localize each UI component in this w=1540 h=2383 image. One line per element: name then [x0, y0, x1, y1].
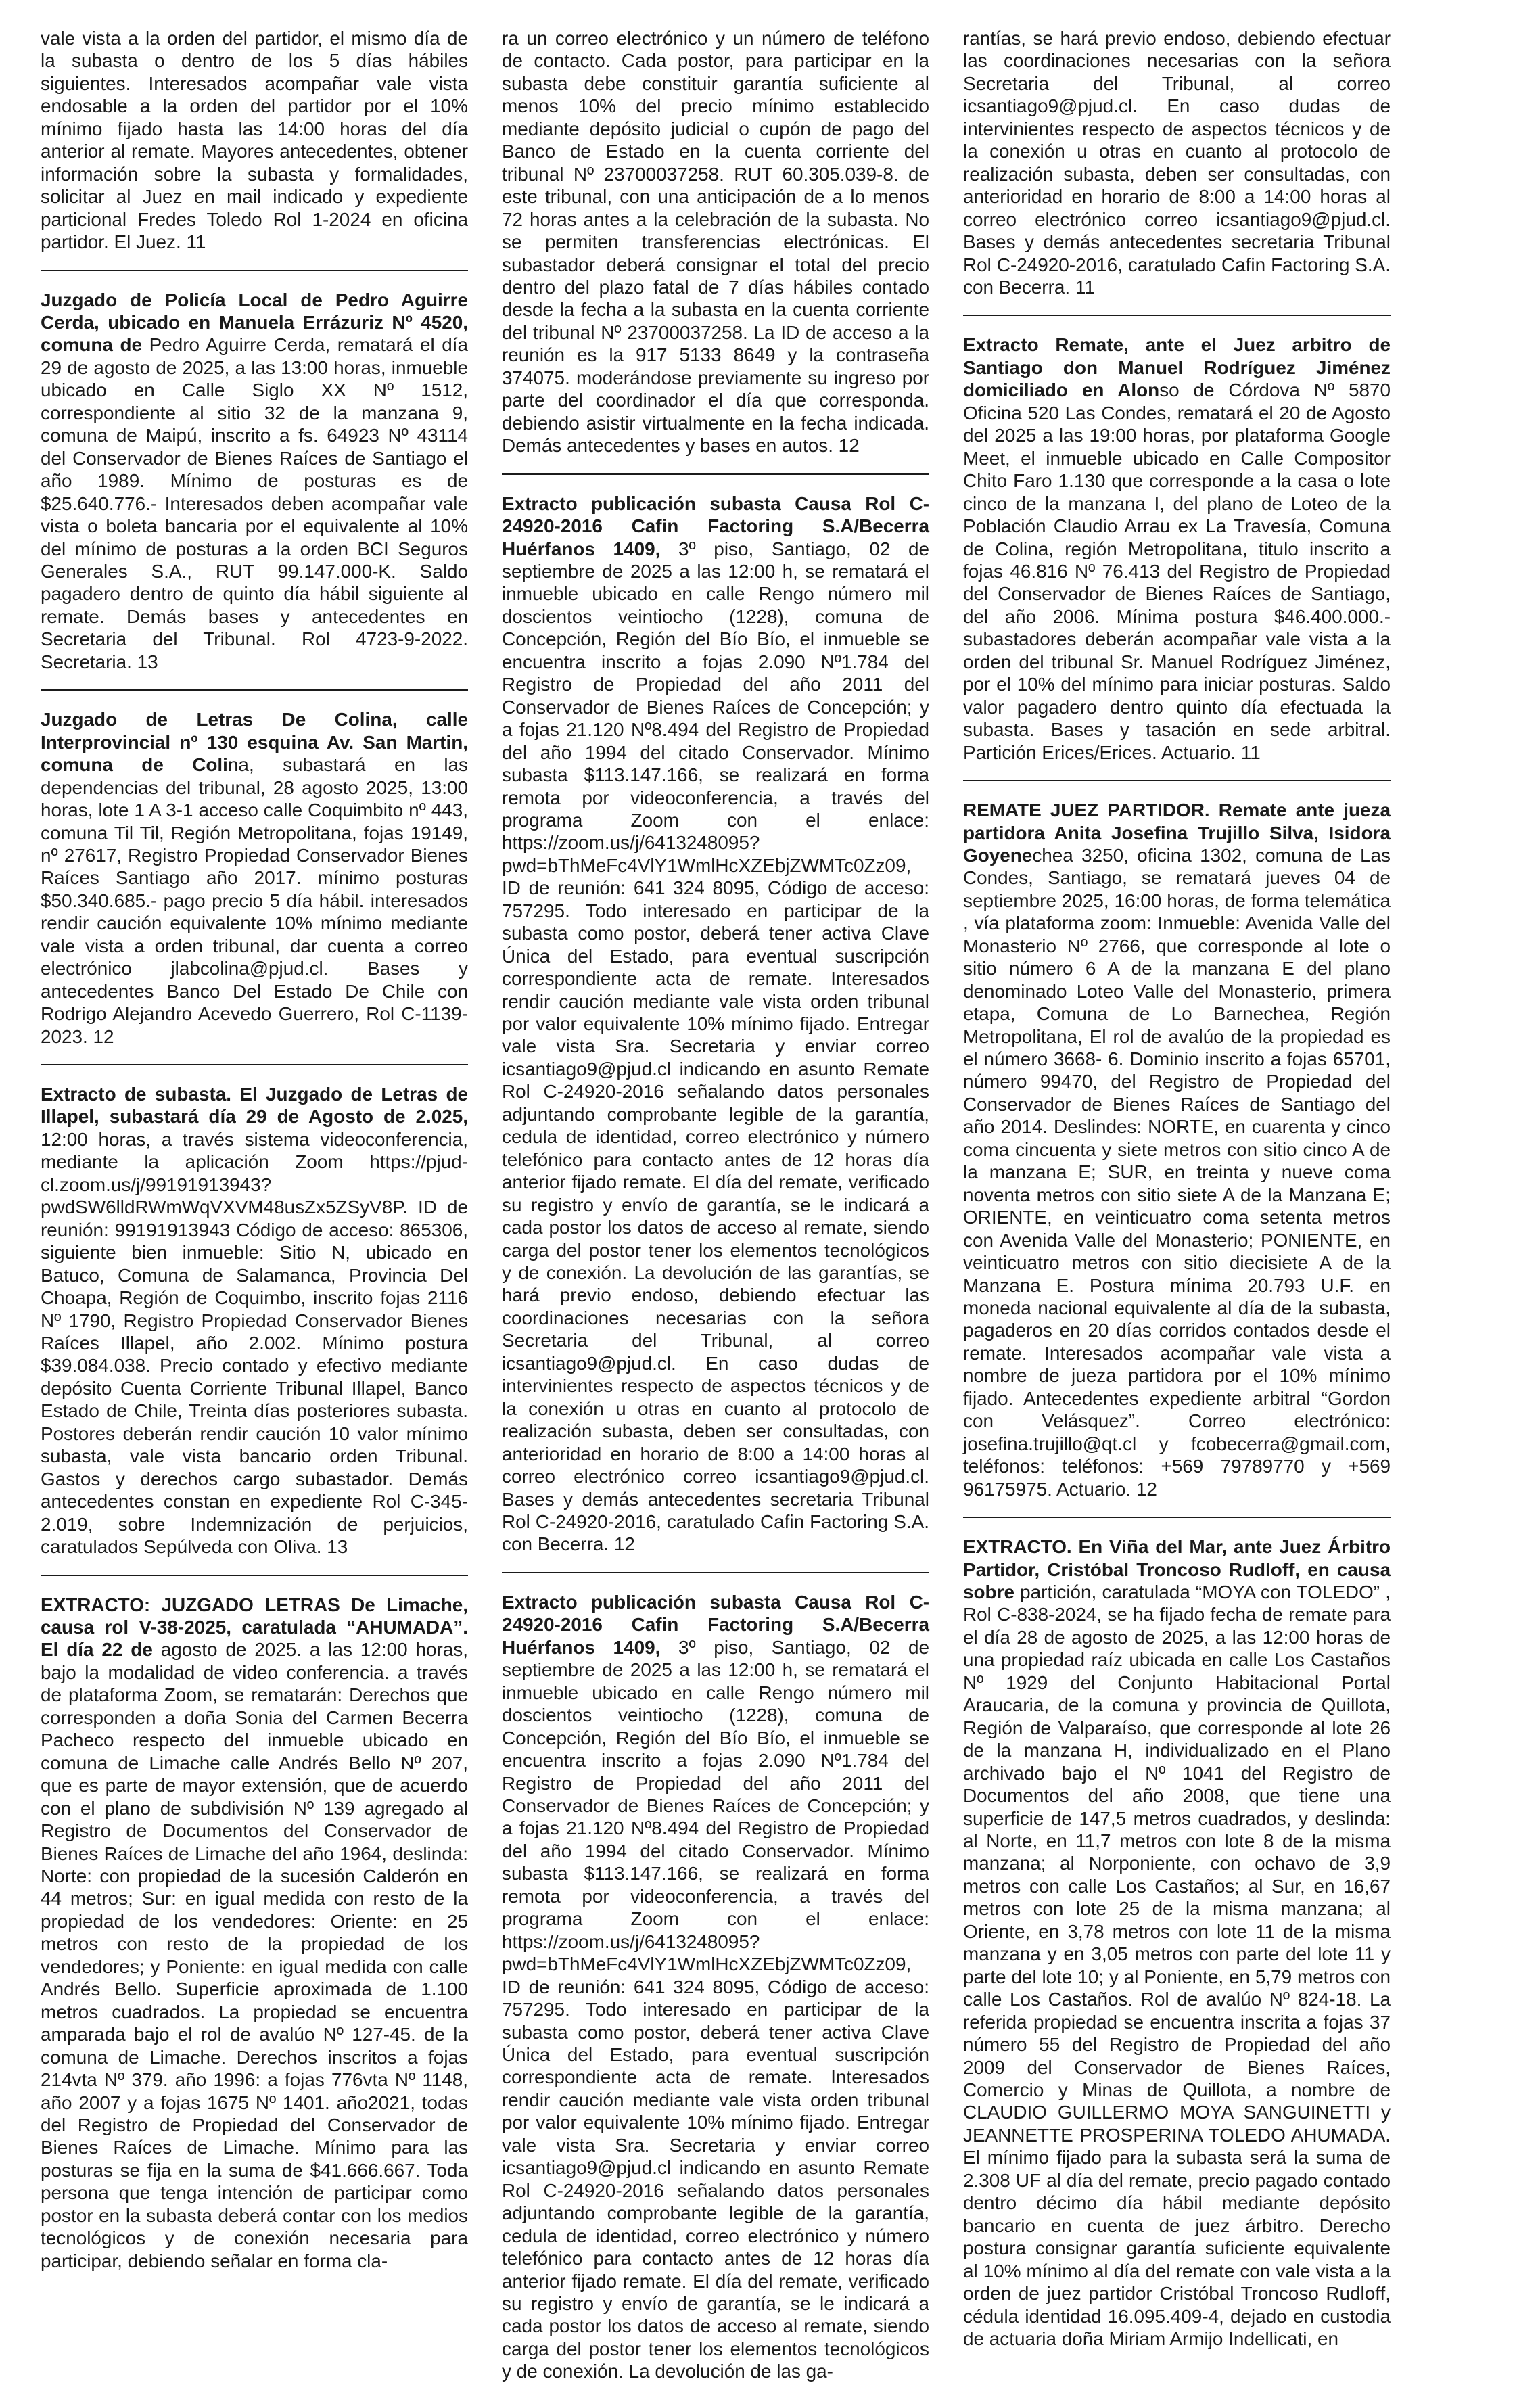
notice-heading: EXTRACTO. En Viña del Mar, ante Juez Árbitro Partidor, Cristóbal Troncoso Rudloff, en causa sobre	[963, 1536, 1391, 1602]
notice-body: agosto de 2025. a las 12:00 horas, bajo la modalidad de video conferencia. a través de plataforma Zoom, se rematarán: Derechos que corresponden a doña Sonia del Carmen Becerra Pacheco respecto del inmueble ubicado en comuna de Limache calle Andrés Bello Nº 207, que es parte de mayor extensión, que de acuerdo con el plano de subdivisión Nº 139 agregado al Registro de Documentos del Conservador de Bienes Raíces de Limache del año 1964, deslinda: Norte: con propiedad de la sucesión Calderón en 44 metros; Sur: en igual medida con resto de la propiedad de los vendedores: Oriente: en 25 metros con resto de la propiedad de los vendedores; y Poniente: en igual medida con calle Andrés Bello. Superficie aproximada de 1.100 metros cuadrados. La propiedad se encuentra amparada bajo el rol de avalúo Nº 127-45. de la comuna de Limache. Derechos inscritos a fojas 214vta Nº 379. año 1996: a fojas 776vta Nº 1148, año 2007 y a fojas 1675 Nº 1401. año2021, todas del Registro de Propiedad del Conservador de Bienes Raíces de Limache. Mínimo para las posturas se fija en la suma de $41.666.667. Toda persona que tenga intención de participar como postor en la subasta deberá contar con los medios tecnológicos y de conexión necesaria para participar, debiendo señalar en forma cla-	[41, 1639, 468, 2271]
notice-body: so de Córdova Nº 5870 Oficina 520 Las Condes, rematará el 20 de Agosto del 2025 a las 19:00 horas, por plataforma Google Meet, el inmueble ubicado en Calle Compositor Chito Faro 1.130 que corresponde a la casa o lote cinco de la manzana I, del plano de Loteo de la Población Claudio Arrau ex La Travesía, Comuna de Colina, región Metropolitana, titulo inscrito a fojas 46.816 Nº 76.413 del Registro de Propiedad del Conservador de Bienes Raíces de Santiago, del año 2006. Mínima postura $46.400.000.- subastadores deberán acompañar vale vista a la orden del tribunal Sr. Manuel Rodríguez Jiménez, por el 10% del mínimo para iniciar posturas. Saldo valor pagadero dentro quinto día efectuada la subasta. Bases y tasación en sede arbitral. Partición Erices/Erices. Actuario. 11	[963, 379, 1391, 763]
notice-item	[41, 1594, 468, 2273]
notice-body: rantías, se hará previo endoso, debiendo efectuar las coordinaciones necesarias con la señora Secretaria del Tribunal, al correo icsantiago9@pjud.cl. En caso dudas de intervinientes respecto de aspectos técnicos y de la conexión u otras en cuanto al protocolo de realización subasta, deben ser consultadas, con anterioridad en horario de 8:00 a 14:00 horas al correo electrónico correo icsantiago9@pjud.cl. Bases y demás antecedentes secretaria Tribunal Rol C-24920-2016, caratulado Cafin Factoring S.A. con Becerra. 11	[963, 28, 1391, 298]
column-1	[41, 27, 468, 2271]
notice-heading: Extracto publicación subasta Causa Rol C-24920-2016 Cafin Factoring S.A/Becerra Huérfanos 1409,	[502, 492, 929, 559]
notice-heading: Extracto publicación subasta Causa Rol C-24920-2016 Cafin Factoring S.A/Becerra Huérfanos 1409,	[502, 1591, 929, 1658]
notice-heading: Juzgado de Letras De Colina, calle Interprovincial nº 130 esquina Av. San Martin, comuna de Coli	[41, 709, 468, 776]
notice-divider	[963, 1517, 1391, 1518]
notice-body: 12:00 horas, a través sistema videoconferencia, mediante la aplicación Zoom https://pjud-cl.zoom.us/j/99191913943?pwdSW6lldRWmWqVXVM48usZx5ZSyV8P. ID de reunión: 99191913943 Código de acceso: 865306, siguiente bien inmueble: Sitio N, ubicado en Batuco, Comuna de Salamanca, Provincia Del Choapa, Región de Coquimbo, inscrito fojas 2116 Nº 1790, Registro Propiedad Conservador Bienes Raíces Illapel, año 2.002. Mínimo postura $39.084.038. Precio contado y efectivo mediante depósito Cuenta Corriente Tribunal Illapel, Banco Estado de Chile, Treinta días posteriores subasta. Postores deberán rendir caución 10 valor mínimo subasta, vale vista bancario orden Tribunal. Gastos y derechos cargo subastador. Demás antecedentes constan en expediente Rol C-345-2.019, sobre Indemnización de perjuicios, caratulados Sepúlveda con Oliva. 13	[41, 1128, 468, 1558]
notice-item	[41, 289, 468, 674]
notice-heading: EXTRACTO: JUZGADO LETRAS De Limache, causa rol V-38-2025, caratulada “AHUMADA”. El día 22 de	[41, 1594, 468, 1661]
notice-item	[502, 1591, 929, 2383]
notice-item	[502, 492, 929, 1556]
notice-heading: Juzgado de Policía Local de Pedro Aguirre Cerda, ubicado en Manuela Errázuriz Nº 4520, comuna de	[41, 289, 468, 356]
notice-body: 3º piso, Santiago, 02 de septiembre de 2025 a las 12:00 h, se rematará el inmueble ubicado en calle Rengo número mil doscientos veintiocho (1228), comuna de Concepción, Región del Bío Bío, el inmueble se encuentra inscrito a fojas 2.090 Nº1.784 del Registro de Propiedad del año 2011 del Conservador de Bienes Raíces de Concepción; y a fojas 21.120 Nº8.494 del Registro de Propiedad del año 1994 del citado Conservador. Mínimo subasta $113.147.166, se realizará en forma remota por videoconferencia, a través del programa Zoom con el enlace: https://zoom.us/j/6413248095?pwd=bThMeFc4VlY1WmlHcXZEbjZWMTc0Zz09, ID de reunión: 641 324 8095, Código de acceso: 757295. Todo interesado en participar de la subasta como postor, deberá tener activa Clave Única del Estado, para eventual suscripción correspondiente acta de remate. Interesados rendir caución mediante vale vista orden tribunal por valor equivalente 10% mínimo fijado. Entregar vale vista Sra. Secretaria y enviar correo icsantiago9@pjud.cl indicando en asunto Remate Rol C-24920-2016 señalando datos personales adjuntando comprobante legible de la garantía, cedula de identidad, correo electrónico y número telefónico para contacto antes de 12 horas día anterior fijado remate. El día del remate, verificado su registro y envío de garantía, se le indicará a cada postor los datos de acceso al remate, siendo carga del postor tener los elementos tecnológicos y de conexión. La devolución de las garantías, se hará previo endoso, debiendo efectuar las coordinaciones necesarias con la señora Secretaria del Tribunal, al correo icsantiago9@pjud.cl. En caso dudas de intervinientes respecto de aspectos técnicos y de la conexión u otras en cuanto al protocolo de realización subasta, deben ser consultadas, con anterioridad en horario de 8:00 a 14:00 horas al correo electrónico correo icsantiago9@pjud.cl. Bases y demás antecedentes secretaria Tribunal Rol C-24920-2016, caratulado Cafin Factoring S.A. con Becerra. 12	[502, 538, 929, 1555]
column-2	[502, 27, 929, 2382]
notice-item	[41, 1083, 468, 1558]
notice-item	[963, 1535, 1391, 2350]
notice-divider	[41, 270, 468, 271]
notice-divider	[963, 780, 1391, 781]
notice-item	[963, 333, 1391, 764]
notice-body: partición, caratulada “MOYA con TOLEDO” , Rol C-838-2024, se ha fijado fecha de remate para el día 28 de agosto de 2025, a las 12:00 horas de una propiedad raíz ubicada en calle Los Castaños Nº 1929 del Conjunto Habitacional Portal Araucaria, de la comuna y provincia de Quillota, Región de Valparaíso, que corresponde al lote 26 de la manzana H, individualizado en el Plano archivado bajo el Nº 1041 del Registro de Documentos del año 2008, que tiene una superficie de 147,5 metros cuadrados, y deslinda: al Norte, en 11,7 metros con lote 8 de la misma manzana; al Norponiente, con ochavo de 3,9 metros con calle Los Castaños; al Sur, en 16,67 metros con lote 25 de la misma manzana; al Oriente, en 3,78 metros con lote 11 de la misma manzana y en 3,05 metros con parte del lote 11 y parte del lote 10; y al Poniente, en 5,79 metros con calle Los Castaños. Rol de avalúo Nº 824-18. La referida propiedad se encuentra inscrita a fojas 37 número 55 del Registro de Propiedad del año 2009 del Conservador de Bienes Raíces, Comercio y Minas de Quillota, a nombre de CLAUDIO GUILLERMO MOYA SANGUINETTI y JEANNETTE PROSPERINA TOLEDO AHUMADA. El mínimo fijado para la subasta será la suma de 2.308 UF al día del remate, precio pagado contado dentro décimo día hábil mediante depósito bancario en cuenta de juez árbitro. Derecho postura consignar garantía suficiente equivalente al 10% mínimo al día del remate con vale vista a la orden de juez partidor Cristóbal Troncoso Rudloff, cédula identidad 16.095.409-4, dejado en custodia de actuaria doña Miriam Armijo Indellicati, en	[963, 1581, 1391, 2349]
notice-body: ra un correo electrónico y un número de teléfono de contacto. Cada postor, para participar en la subasta debe constituir garantía suficiente al menos 10% del precio mínimo establecido mediante depósito judicial o cupón de pago del Banco de Estado en la cuenta corriente del tribunal Nº 23700037258. RUT 60.305.039-8. de este tribunal, con una anticipación de a lo menos 72 horas antes a la celebración de la subasta. No se permiten transferencias electrónicas. El subastador deberá consignar el total del precio dentro del plazo fatal de 7 días hábiles contado desde la fecha a la subasta en la cuenta corriente del tribunal Nº 23700037258. La ID de acceso a la reunión es la 917 5133 8649 y la contraseña 374075. moderándose previamente su ingreso por parte del coordinador el día que corresponda. debiendo asistir virtualmente en la fecha indicada. Demás antecedentes y bases en autos. 12	[502, 28, 929, 457]
notice-divider	[41, 1064, 468, 1065]
notice-divider	[963, 315, 1391, 316]
notice-divider	[41, 689, 468, 691]
column-3	[963, 27, 1391, 2349]
notice-continuation	[502, 27, 929, 457]
notice-body: vale vista a la orden del partidor, el mismo día de la subasta o dentro de los 5 días hábiles siguientes. Interesados acompañar vale vista endosable a la orden del partidor por el 10% mínimo fijado hasta las 14:00 horas del día anterior al remate. Mayores antecedentes, obtener información sobre la subasta y formalidades, solicitar al Juez en mail indicado y expediente particional Fredes Toledo Rol 1-2024 en oficina partidor. El Juez. 11	[41, 28, 468, 253]
notice-heading: Extracto Remate, ante el Juez arbitro de Santiago don Manuel Rodríguez Jiménez domiciliado en Alon	[963, 334, 1391, 401]
notice-body: chea 3250, oficina 1302, comuna de Las Condes, Santiago, se rematará jueves 04 de septiembre 2025, 16:00 horas, de forma telemática , vía plataforma zoom: Inmueble: Avenida Valle del Monasterio Nº 2766, que corresponde al lote o sitio número 6 A de la manzana E del plano denominado Loteo Valle del Monasterio, primera etapa, Comuna de Lo Barnechea, Región Metropolitana, El rol de avalúo de la propiedad es el número 3668- 6. Dominio inscrito a fojas 65701, número 99470, del Registro de Propiedad del Conservador de Bienes Raíces de Santiago del año 2014. Deslindes: NORTE, en cuarenta y cinco coma cincuenta y siete metros con sitio cinco A de la manzana E; SUR, en treinta y nueve coma noventa metros con sitio siete A de la Manzana E; ORIENTE, en veinticuatro coma setenta metros con Avenida Valle del Monasterio; PONIENTE, en veinticuatro metros con sitio diecisiete A de la Manzana E. Postura mínima 20.793 U.F. en moneda nacional equivalente al día de la subasta, pagaderos en 20 días corridos contados desde el remate. Interesados acompañar vale vista a nombre de jueza partidora por el 10% mínimo fijado. Antecedentes expediente arbitral “Gordon con Velásquez”. Correo electrónico: josefina.trujillo@qt.cl y fcobecerra@gmail.com, teléfonos: teléfonos: +569 79789770 y +569 96175975. Actuario. 12	[963, 844, 1391, 1500]
notice-divider	[41, 1575, 468, 1576]
notice-body: 3º piso, Santiago, 02 de septiembre de 2025 a las 12:00 h, se rematará el inmueble ubicado en calle Rengo número mil doscientos veintiocho (1228), comuna de Concepción, Región del Bío Bío, el inmueble se encuentra inscrito a fojas 2.090 Nº1.784 del Registro de Propiedad del año 2011 del Conservador de Bienes Raíces de Concepción; y a fojas 21.120 Nº8.494 del Registro de Propiedad del año 1994 del citado Conservador. Mínimo subasta $113.147.166, se realizará en forma remota por videoconferencia, a través del programa Zoom con el enlace: https://zoom.us/j/6413248095?pwd=bThMeFc4VlY1WmlHcXZEbjZWMTc0Zz09, ID de reunión: 641 324 8095, Código de acceso: 757295. Todo interesado en participar de la subasta como postor, deberá tener activa Clave Única del Estado, para eventual suscripción correspondiente acta de remate. Interesados rendir caución mediante vale vista orden tribunal por valor equivalente 10% mínimo fijado. Entregar vale vista Sra. Secretaria y enviar correo icsantiago9@pjud.cl indicando en asunto Remate Rol C-24920-2016 señalando datos personales adjuntando comprobante legible de la garantía, cedula de identidad, correo electrónico y número telefónico para contacto antes de 12 horas día anterior fijado remate. El día del remate, verificado su registro y envío de garantía, se le indicará a cada postor los datos de acceso al remate, siendo carga del postor tener los elementos tecnológicos y de conexión. La devolución de las ga-	[502, 1636, 929, 2382]
notice-continuation	[963, 27, 1391, 298]
notice-heading: Extracto de subasta. El Juzgado de Letras de Illapel, subastará día 29 de Agosto de 2.025,	[41, 1084, 468, 1128]
notice-continuation	[41, 27, 468, 254]
notice-body: Pedro Aguirre Cerda, rematará el día 29 de agosto de 2025, a las 13:00 horas, inmueble ubicado en Calle Siglo XX Nº 1512, correspondiente al sitio 32 de la manzana 9, comuna de Maipú, inscrito a fs. 64923 Nº 43114 del Conservador de Bienes Raíces de Santiago el año 1989. Mínimo de posturas es de $25.640.776.- Interesados deben acompañar vale vista o boleta bancaria por el equivalente al 10% del mínimo de posturas a la orden BCI Seguros Generales S.A., RUT 99.147.000-K. Saldo pagadero dentro de quinto día hábil siguiente al remate. Demás bases y antecedentes en Secretaria del Tribunal. Rol 4723-9-2022. Secretaria. 13	[41, 334, 468, 672]
notice-divider	[502, 1572, 929, 1573]
notice-item	[41, 708, 468, 1048]
notice-body: na, subastará en las dependencias del tribunal, 28 agosto 2025, 13:00 horas, lote 1 A 3-1 acceso calle Coquimbito nº 443, comuna Til Til, Región Metropolitana, fojas 19149, nº 27617, Registro Propiedad Conservador Bienes Raíces Santiago año 2017. mínimo posturas $50.340.685.- pago precio 5 día hábil. interesados rendir caución equivalente 10% mínimo mediante vale vista a orden tribunal, dar cuenta a correo electrónico jlabcolina@pjud.cl. Bases y antecedentes Banco Del Estado De Chile con Rodrigo Alejandro Acevedo Guerrero, Rol C-1139-2023. 12	[41, 754, 468, 1047]
notice-item	[963, 799, 1391, 1500]
notice-divider	[502, 473, 929, 475]
notice-heading: REMATE JUEZ PARTIDOR. Remate ante jueza partidora Anita Josefina Trujillo Silva, Isidora Goyene	[963, 800, 1391, 866]
